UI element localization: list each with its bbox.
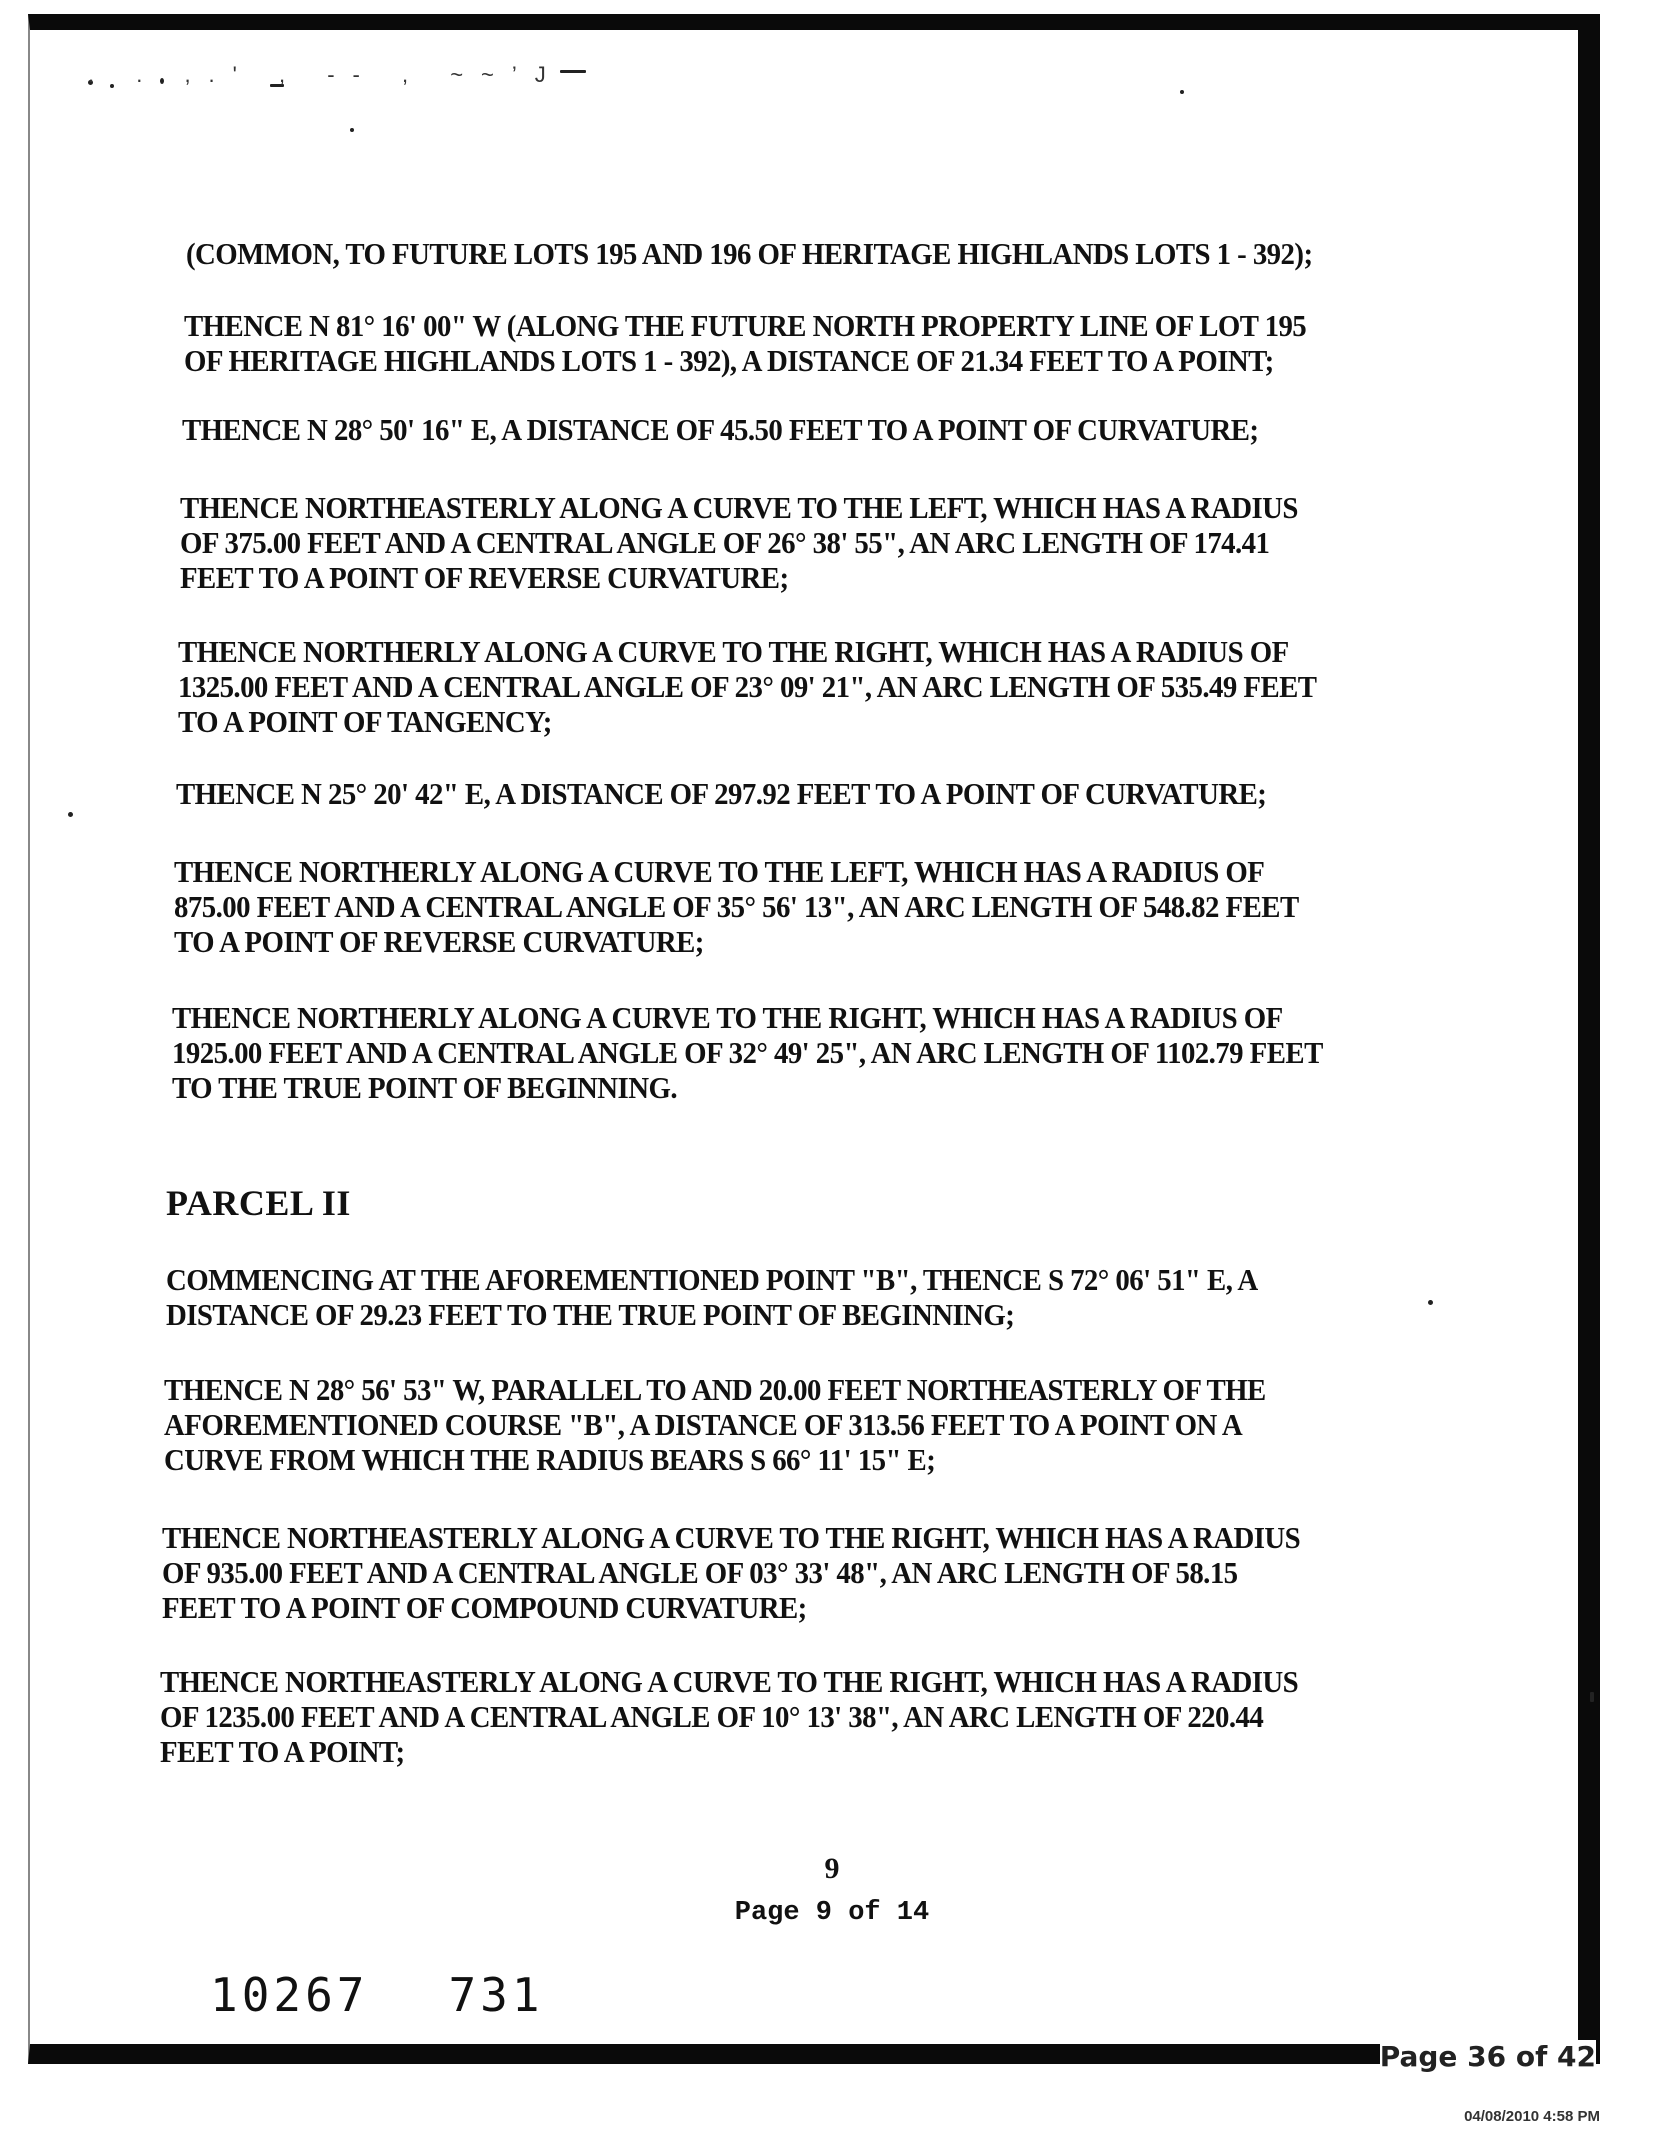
legal-description-paragraph: THENCE NORTHERLY ALONG A CURVE TO THE LEFT, WHICH HAS A RADIUS OF 875.00 FEET AND A CENTRAL ANGLE OF 35° 56' 13", AN ARC LENGTH OF 548.82 FEET TO A POINT OF REVERSE CURVATURE; xyxy=(174,854,1299,959)
scan-speck xyxy=(350,128,354,132)
scan-speck xyxy=(1180,90,1184,94)
page-number-stamp: 731 xyxy=(448,1968,544,2022)
legal-description-paragraph: THENCE NORTHERLY ALONG A CURVE TO THE RIGHT, WHICH HAS A RADIUS OF 1325.00 FEET AND A CENTRAL ANGLE OF 23° 09' 21", AN ARC LENGTH OF 535.49 FEET TO A POINT OF TANGENCY; xyxy=(178,634,1316,739)
scan-speck xyxy=(560,70,586,73)
header-scan-marks: . . ,.' , -- , ~~’J xyxy=(88,62,564,87)
scan-speck xyxy=(68,812,73,817)
legal-description-paragraph: THENCE N 81° 16' 00" W (ALONG THE FUTURE NORTH PROPERTY LINE OF LOT 195 OF HERITAGE HIGHLANDS LOTS 1 - 392), A DISTANCE OF 21.34 FEET TO A POINT; xyxy=(184,308,1307,378)
fax-page-counter: Page 36 of 42 xyxy=(1379,2040,1596,2073)
page-number: 9 xyxy=(824,1852,840,1885)
legal-description-paragraph: THENCE NORTHEASTERLY ALONG A CURVE TO THE LEFT, WHICH HAS A RADIUS OF 375.00 FEET AND A CENTRAL ANGLE OF 26° 38' 55", AN ARC LENGTH OF 174.41 FEET TO A POINT OF REVERSE CURVATURE; xyxy=(180,490,1298,595)
book-page-reference xyxy=(210,1968,544,2022)
page-of-total: Page 9 of 14 xyxy=(734,1898,930,1928)
parcel-paragraph: THENCE NORTHEASTERLY ALONG A CURVE TO THE RIGHT, WHICH HAS A RADIUS OF 1235.00 FEET AND A CENTRAL ANGLE OF 10° 13' 38", AN ARC LENGTH OF 220.44 FEET TO A POINT; xyxy=(160,1664,1299,1769)
book-number: 10267 xyxy=(210,1968,369,2022)
legal-description-paragraph: THENCE N 25° 20' 42" E, A DISTANCE OF 297.92 FEET TO A POINT OF CURVATURE; xyxy=(176,776,1267,811)
legal-description-paragraph: THENCE N 28° 50' 16" E, A DISTANCE OF 45.50 FEET TO A POINT OF CURVATURE; xyxy=(182,412,1259,447)
legal-description-paragraph: (COMMON, TO FUTURE LOTS 195 AND 196 OF HERITAGE HIGHLANDS LOTS 1 - 392); xyxy=(186,236,1313,271)
scan-speck xyxy=(1590,1692,1594,1702)
scan-speck xyxy=(1428,1300,1433,1305)
parcel-paragraph: THENCE N 28° 56' 53" W, PARALLEL TO AND 20.00 FEET NORTHEASTERLY OF THE AFOREMENTIONED COURSE "B", A DISTANCE OF 313.56 FEET TO A POINT ON A CURVE FROM WHICH THE RADIUS BEARS S 66° 11' 15" E; xyxy=(164,1372,1266,1477)
parcel-heading: PARCEL II xyxy=(166,1183,351,1223)
parcel-paragraph: COMMENCING AT THE AFOREMENTIONED POINT "B", THENCE S 72° 06' 51" E, A DISTANCE OF 29.23 FEET TO THE TRUE POINT OF BEGINNING; xyxy=(166,1262,1257,1332)
legal-description-paragraph: THENCE NORTHERLY ALONG A CURVE TO THE RIGHT, WHICH HAS A RADIUS OF 1925.00 FEET AND A CENTRAL ANGLE OF 32° 49' 25", AN ARC LENGTH OF 1102.79 FEET TO THE TRUE POINT OF BEGINNING. xyxy=(172,1000,1323,1105)
parcel-paragraph: THENCE NORTHEASTERLY ALONG A CURVE TO THE RIGHT, WHICH HAS A RADIUS OF 935.00 FEET AND A CENTRAL ANGLE OF 03° 33' 48", AN ARC LENGTH OF 58.15 FEET TO A POINT OF COMPOUND CURVATURE; xyxy=(162,1520,1301,1625)
fax-timestamp: 04/08/2010 4:58 PM xyxy=(1464,2108,1600,2125)
